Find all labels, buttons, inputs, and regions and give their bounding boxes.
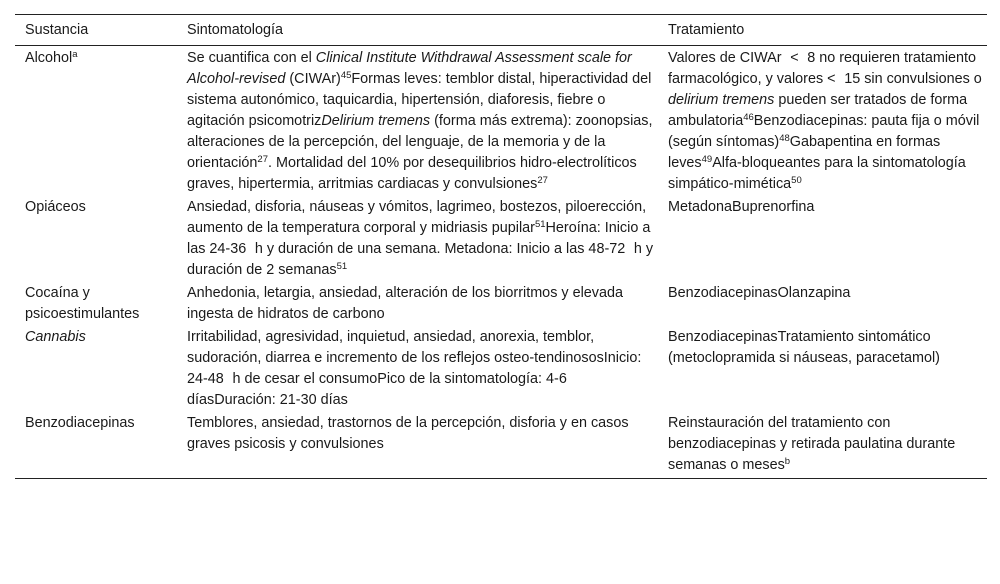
cell-sintomatologia: Anhedonia, letargia, ansiedad, alteración de los biorritmos y elevada ingesta de hidratos de carbono (187, 285, 623, 322)
cell-tratamiento: BenzodiacepinasTratamiento sintomático (metoclopramida si náuseas, paracetamol) (668, 329, 940, 366)
table-row (15, 281, 987, 325)
table-header-row (15, 14, 987, 46)
cell-sintomatologia: Ansiedad, disforia, náuseas y vómitos, lagrimeo, bostezos, piloerección, aumento de la temperatura corporal y midriasis pupilar$^{51}$Heroína: Inicio a las 24-36 h y duración de una semana. Metadona: Inicio a las 48-72 h y duración de 2 semanas$^{51}$ (187, 199, 654, 278)
cell-sintomatologia: Temblores, ansiedad, trastornos de la percepción, disforia y en casos graves psicosis y convulsiones (187, 415, 629, 452)
withdrawal-table (15, 14, 987, 479)
table-row (15, 325, 987, 411)
cell-tratamiento: Reinstauración del tratamiento con benzodiacepinas y retirada paulatina durante semanas o meses$^b$ (668, 415, 956, 473)
cell-tratamiento: Valores de CIWAr < 8 no requieren tratamiento farmacológico, y valores < 15 sin convulsiones o delirium tremens pueden ser tratados de forma ambulatoria$^{46}$Benzodiacepinas: pauta fija o móvil (según síntomas)$^{48}$Gabapentina en formas leves$^{49}$Alfa-bloqueantes para la sintomatología simpático-mimética$^{50}$ (668, 50, 982, 192)
cell-tratamiento: BenzodiacepinasOlanzapina (668, 285, 851, 301)
cell-sustancia: Opiáceos (25, 199, 86, 215)
cell-sustancia: Benzodiacepinas (25, 415, 135, 431)
table-row (15, 46, 987, 195)
table-row (15, 411, 987, 479)
header-tratamiento: Tratamiento (668, 21, 745, 38)
cell-sustancia: Cocaína y psicoestimulantes (25, 285, 140, 322)
cell-tratamiento: MetadonaBuprenorfina (668, 199, 815, 215)
cell-sintomatologia: Se cuantifica con el Clinical Institute Withdrawal Assessment scale for Alcohol-revised (CIWAr)$^{45}$Formas leves: temblor distal, hiperactividad del sistema autonómico, taquicardia, hipertensión, diaforesis, fiebre o agitación psicomotrizDelirium tremens (forma más extrema): zoonopsias, alteraciones de la percepción, del lenguaje, de la memoria y de la orientación$^{27}$. Mortalidad del 10% por desequilibrios hidro-electrolíticos graves, hipertermia, arritmias cardiacas y convulsiones$^{27}$ (187, 50, 653, 192)
header-sustancia: Sustancia (25, 21, 89, 38)
table-row (15, 195, 987, 281)
cell-sintomatologia: Irritabilidad, agresividad, inquietud, ansiedad, anorexia, temblor, sudoración, diarrea e incremento de los reflejos osteo-tendinososInicio: 24-48 h de cesar el consumoPico de la sintomatología: 4-6 díasDuración: 21-30 días (187, 329, 642, 408)
header-sintomatologia: Sintomatología (187, 21, 283, 38)
cell-sustancia: Cannabis (25, 329, 86, 345)
cell-sustancia: Alcohol$^a$ (25, 49, 78, 66)
